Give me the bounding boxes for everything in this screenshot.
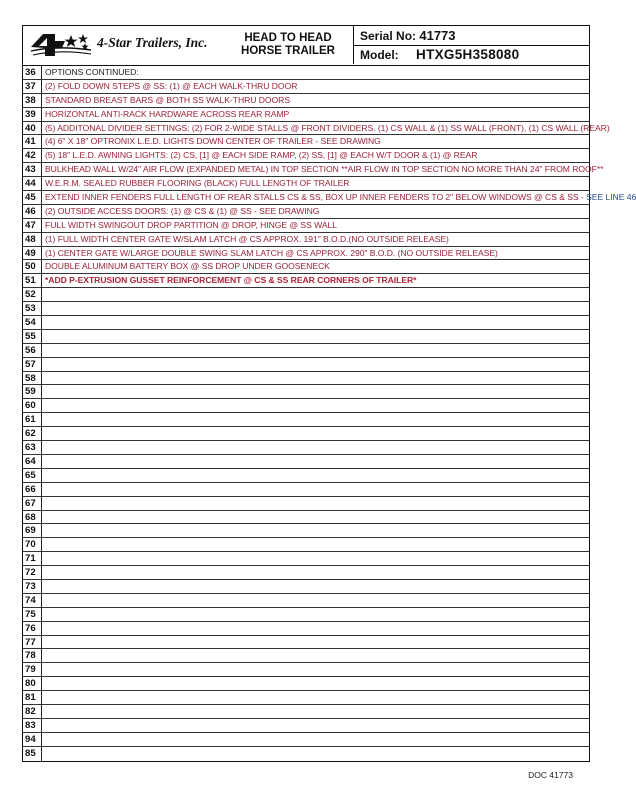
title-line-1: HEAD TO HEAD [244, 32, 332, 44]
table-row [23, 233, 589, 247]
table-row [23, 219, 589, 233]
line-text [42, 427, 589, 440]
line-text [42, 163, 603, 176]
line-text-content: FULL WIDTH SWINGOUT DROP PARTITION @ DROP, HINGE @ SS WALL [45, 219, 337, 230]
table-row [23, 163, 604, 177]
line-text-content: (4) 6" X 18" OPTRONIX L.E.D. LIGHTS DOWN CENTER OF TRAILER - SEE DRAWING [45, 136, 381, 147]
line-number: 71 [23, 552, 42, 565]
line-text [42, 719, 589, 732]
line-text [42, 219, 589, 232]
line-text [42, 372, 589, 385]
line-text [42, 385, 589, 398]
line-text [42, 538, 589, 551]
line-text-content: (1) CENTER GATE W/LARGE DOUBLE SWING SLAM LATCH @ CS APPROX. 290" B.O.D. (NO OUTSIDE RELEASE) [45, 247, 498, 258]
line-number: 57 [23, 358, 42, 371]
line-text [42, 122, 610, 135]
line-number: 74 [23, 594, 42, 607]
line-text [42, 566, 589, 579]
table-row [23, 469, 589, 483]
line-text-content: W.E.R.M. SEALED RUBBER FLOORING (BLACK) FULL LENGTH OF TRAILER [45, 178, 350, 189]
line-text [42, 80, 589, 93]
line-text [42, 399, 589, 412]
line-text [42, 316, 589, 329]
line-text [42, 94, 589, 107]
table-row [23, 372, 589, 386]
line-number: 52 [23, 288, 42, 301]
line-reference: SEE LINE 46 [586, 192, 636, 203]
line-text [42, 705, 589, 718]
table-row [23, 747, 589, 761]
table-row [23, 677, 589, 691]
line-number: 41 [23, 135, 42, 148]
table-row [23, 413, 589, 427]
table-row [23, 260, 589, 274]
table-row [23, 122, 610, 136]
table-row [23, 552, 589, 566]
line-number: 40 [23, 122, 42, 135]
line-number: 54 [23, 316, 42, 329]
line-text-content: OPTIONS CONTINUED: [45, 67, 139, 77]
line-number: 51 [23, 274, 42, 287]
line-text [42, 177, 589, 190]
line-number: 65 [23, 469, 42, 482]
table-row [23, 663, 589, 677]
line-text [42, 233, 589, 246]
line-text [42, 413, 589, 426]
four-star-logo-icon [29, 31, 93, 59]
table-row [23, 705, 589, 719]
model-label: Model: [360, 48, 399, 62]
line-text [42, 247, 589, 260]
table-row [23, 636, 589, 650]
line-number: 64 [23, 455, 42, 468]
line-text [42, 302, 589, 315]
line-number: 46 [23, 205, 42, 218]
line-text [42, 260, 589, 273]
line-number: 44 [23, 177, 42, 190]
table-row [23, 108, 589, 122]
line-number: 48 [23, 233, 42, 246]
line-number: 59 [23, 385, 42, 398]
line-text [42, 594, 589, 607]
serial-value: 41773 [419, 28, 456, 43]
line-number: 70 [23, 538, 42, 551]
line-text-content: STANDARD BREAST BARS @ BOTH SS WALK-THRU DOORS [45, 94, 291, 105]
line-text [42, 483, 589, 496]
table-row [23, 511, 589, 525]
line-text-content: BULKHEAD WALL W/24" AIR FLOW (EXPANDED METAL) IN TOP SECTION **AIR FLOW IN TOP SECTION NO MORE THAN 24" FROM ROOF** [45, 164, 604, 175]
line-text [42, 358, 589, 371]
table-row [23, 247, 589, 261]
line-text [42, 747, 589, 761]
line-text-content: HORIZONTAL ANTI-RACK HARDWARE ACROSS REAR RAMP [45, 108, 290, 119]
line-text-content: *ADD P-EXTRUSION GUSSET REINFORCEMENT @ CS & SS REAR CORNERS OF TRAILER* [45, 275, 417, 286]
line-number: 47 [23, 219, 42, 232]
line-text [42, 511, 589, 524]
table-row [23, 149, 589, 163]
table-row [23, 135, 589, 149]
company-name: 4-Star Trailers, Inc. [97, 35, 208, 50]
table-row [23, 538, 589, 552]
line-number: 78 [23, 649, 42, 662]
line-text [42, 580, 589, 593]
order-sheet [22, 25, 636, 762]
sheet-header [22, 25, 590, 65]
table-row [23, 497, 589, 511]
line-text [42, 288, 589, 301]
table-row [23, 80, 589, 94]
line-text [42, 330, 589, 343]
line-number: 45 [23, 191, 42, 204]
line-number: 36 [23, 66, 42, 79]
doc-number: DOC 41773 [528, 770, 573, 780]
line-number: 67 [23, 497, 42, 510]
line-text [42, 733, 589, 746]
line-number: 42 [23, 149, 42, 162]
table-row [23, 302, 589, 316]
line-text-content: (1) FULL WIDTH CENTER GATE W/SLAM LATCH @ CS APPROX. 191" B.O.D.(NO OUTSIDE RELEASE) [45, 233, 449, 244]
line-number: 68 [23, 511, 42, 524]
line-number: 76 [23, 622, 42, 635]
line-text [42, 455, 589, 468]
line-number: 94 [23, 733, 42, 746]
table-row [23, 594, 589, 608]
line-text [42, 524, 589, 537]
line-number: 83 [23, 719, 42, 732]
line-text [42, 205, 589, 218]
table-row [23, 719, 589, 733]
title-line-2: HORSE TRAILER [241, 44, 335, 57]
line-text [42, 469, 589, 482]
document-title [223, 26, 353, 64]
id-block [353, 26, 589, 64]
line-number: 61 [23, 413, 42, 426]
table-row [23, 455, 589, 469]
line-number: 50 [23, 260, 42, 273]
line-number: 62 [23, 427, 42, 440]
line-number: 81 [23, 691, 42, 704]
serial-label: Serial No: [360, 29, 417, 43]
table-row [23, 330, 589, 344]
line-text [42, 663, 589, 676]
line-number: 69 [23, 524, 42, 537]
line-text-content: (2) FOLD DOWN STEPS @ SS: (1) @ EACH WALK-THRU DOOR [45, 80, 298, 91]
line-number: 49 [23, 247, 42, 260]
line-text [42, 608, 589, 621]
line-text [42, 274, 589, 287]
line-number: 63 [23, 441, 42, 454]
brand-block [23, 26, 223, 64]
line-text [42, 108, 589, 121]
line-text-content: (5) 18" L.E.D. AWNING LIGHTS: (2) CS, [1] @ EACH SIDE RAMP, (2) SS, [1] @ EACH W/T DOOR & (1) @ REAR [45, 150, 478, 161]
line-text-content: EXTEND INNER FENDERS FULL LENGTH OF REAR STALLS CS & SS, BOX UP INNER FENDERS TO 2" BELOW WINDOWS @ CS & SS - [45, 192, 587, 203]
line-text [42, 636, 589, 649]
line-text-content: (5) ADDITONAL DIVIDER SETTINGS: (2) FOR 2-WIDE STALLS @ FRONT DIVIDERS. (1) CS WALL & (1) SS WALL (FRONT), (1) CS WALL (REAR) [45, 122, 610, 133]
options-table [22, 65, 636, 762]
table-row [23, 483, 589, 497]
table-row [23, 94, 589, 108]
line-number: 55 [23, 330, 42, 343]
table-row [23, 649, 589, 663]
line-number: 66 [23, 483, 42, 496]
model-value: HTXG5H358080 [416, 47, 520, 62]
table-row [23, 288, 589, 302]
line-number: 79 [23, 663, 42, 676]
line-number: 58 [23, 372, 42, 385]
table-row [23, 205, 589, 219]
line-text [42, 622, 589, 635]
table-row [23, 66, 589, 80]
table-row [23, 622, 589, 636]
line-text [42, 344, 589, 357]
table-row [23, 524, 589, 538]
line-number: 72 [23, 566, 42, 579]
table-row [23, 427, 589, 441]
line-text [42, 191, 636, 204]
table-row [23, 344, 589, 358]
line-text [42, 149, 589, 162]
line-text [42, 649, 589, 662]
table-row [23, 191, 636, 205]
line-number: 37 [23, 80, 42, 93]
line-text [42, 66, 589, 79]
table-row [23, 316, 589, 330]
table-row [23, 274, 589, 288]
line-text [42, 552, 589, 565]
serial-field [354, 26, 589, 46]
line-number: 77 [23, 636, 42, 649]
line-text [42, 677, 589, 690]
table-row [23, 608, 589, 622]
table-row [23, 177, 589, 191]
line-number: 53 [23, 302, 42, 315]
model-field [354, 45, 589, 64]
table-row [23, 385, 589, 399]
line-text-content: (2) OUTSIDE ACCESS DOORS: (1) @ CS & (1) @ SS - SEE DRAWING [45, 205, 320, 216]
line-number: 75 [23, 608, 42, 621]
line-text [42, 441, 589, 454]
table-row [23, 358, 589, 372]
line-number: 43 [23, 163, 42, 176]
table-row [23, 566, 589, 580]
line-text [42, 497, 589, 510]
line-number: 80 [23, 677, 42, 690]
table-row [23, 441, 589, 455]
line-text [42, 135, 589, 148]
table-row [23, 733, 589, 747]
table-row [23, 580, 589, 594]
line-number: 56 [23, 344, 42, 357]
line-number: 38 [23, 94, 42, 107]
table-row [23, 399, 589, 413]
line-number: 82 [23, 705, 42, 718]
line-number: 73 [23, 580, 42, 593]
line-text [42, 691, 589, 704]
line-number: 85 [23, 747, 42, 761]
line-number: 39 [23, 108, 42, 121]
line-number: 60 [23, 399, 42, 412]
line-text-content: DOUBLE ALUMINUM BATTERY BOX @ SS DROP UNDER GOOSENECK [45, 261, 330, 272]
table-row [23, 691, 589, 705]
